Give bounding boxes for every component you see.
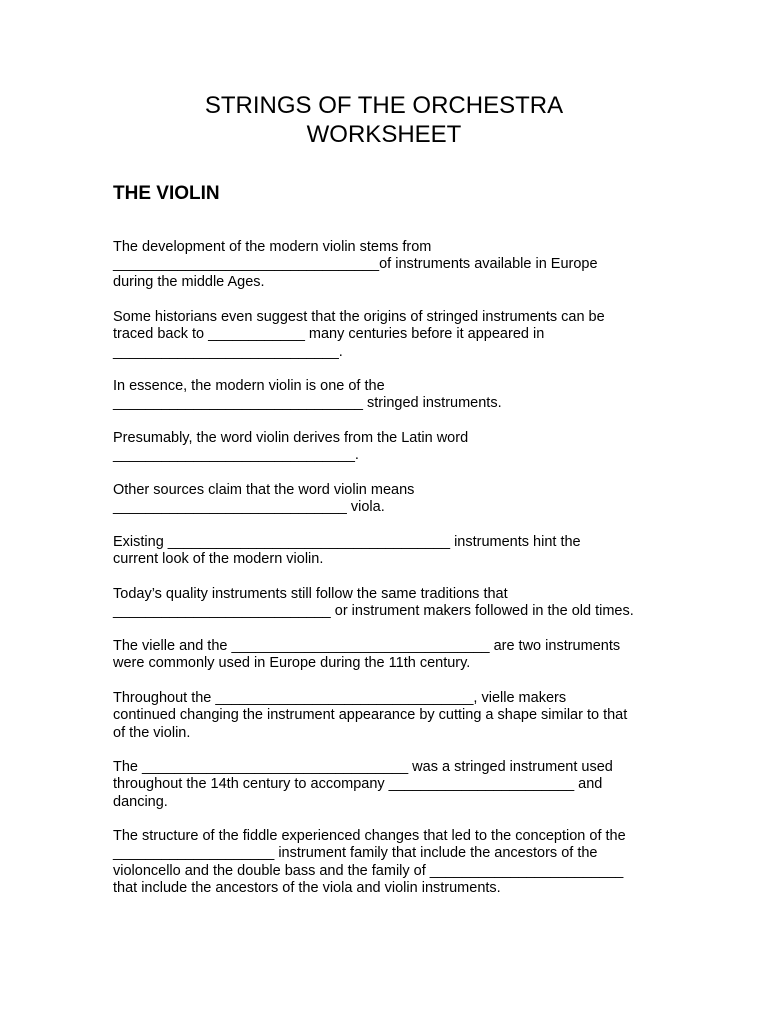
paragraph-line: _______________________________ stringed instruments.: [113, 395, 502, 412]
worksheet-title-line-2: WORKSHEET: [306, 121, 462, 148]
paragraph-line: violoncello and the double bass and the family of ________________________: [113, 862, 624, 879]
paragraph-line: throughout the 14th century to accompany _______________________ and: [113, 776, 603, 793]
paragraph-line: The development of the modern violin stems from: [113, 239, 432, 255]
paragraph-line: Existing ___________________________________ instruments hint the: [113, 534, 581, 550]
section-heading-violin: THE VIOLIN: [113, 183, 220, 204]
paragraph-line: _____________________________ viola.: [113, 499, 385, 516]
paragraph-line: _________________________________of instruments available in Europe: [113, 256, 598, 273]
paragraph-line: were commonly used in Europe during the 11th century.: [113, 655, 471, 672]
question-paragraph-9: [113, 690, 673, 742]
paragraph-line: ______________________________.: [113, 447, 359, 464]
paragraph-line: In essence, the modern violin is one of the: [113, 378, 385, 394]
question-paragraph-3: [113, 378, 673, 413]
paragraph-line: traced back to ____________ many centuries before it appeared in: [113, 326, 545, 343]
paragraph-line: that include the ancestors of the viola and violin instruments.: [113, 880, 501, 897]
question-paragraph-11: [113, 828, 673, 898]
question-paragraph-7: [113, 586, 673, 621]
paragraph-line: The structure of the fiddle experienced changes that led to the conception of the: [113, 828, 626, 844]
paragraph-line: continued changing the instrument appearance by cutting a shape similar to that: [113, 707, 628, 724]
paragraph-line: Some historians even suggest that the origins of stringed instruments can be: [113, 309, 605, 325]
question-paragraph-2: [113, 309, 673, 361]
question-paragraph-1: [113, 239, 673, 291]
paragraph-line: Other sources claim that the word violin means: [113, 482, 415, 498]
question-paragraph-5: [113, 482, 673, 517]
question-paragraph-4: [113, 430, 673, 465]
paragraph-line: The vielle and the ________________________________ are two instruments: [113, 638, 621, 654]
paragraph-line: dancing.: [113, 793, 168, 810]
worksheet-title-line-1: STRINGS OF THE ORCHESTRA: [204, 92, 564, 119]
paragraph-line: Today’s quality instruments still follow the same traditions that: [113, 586, 508, 602]
worksheet-title: [0, 91, 768, 149]
paragraph-line: of the violin.: [113, 724, 191, 741]
paragraph-line: Throughout the ________________________________, vielle makers: [113, 690, 567, 706]
question-paragraph-8: [113, 638, 673, 673]
paragraph-line: ____________________________.: [113, 343, 343, 360]
paragraph-line: Presumably, the word violin derives from the Latin word: [113, 430, 469, 446]
paragraph-line: The _________________________________ was a stringed instrument used: [113, 759, 613, 775]
paragraph-line: ___________________________ or instrument makers followed in the old times.: [113, 603, 634, 620]
paragraph-line: current look of the modern violin.: [113, 551, 324, 568]
paragraph-line: ____________________ instrument family that include the ancestors of the: [113, 845, 598, 862]
question-paragraph-6: [113, 534, 673, 569]
paragraph-line: during the middle Ages.: [113, 273, 265, 290]
question-paragraph-10: [113, 759, 673, 811]
